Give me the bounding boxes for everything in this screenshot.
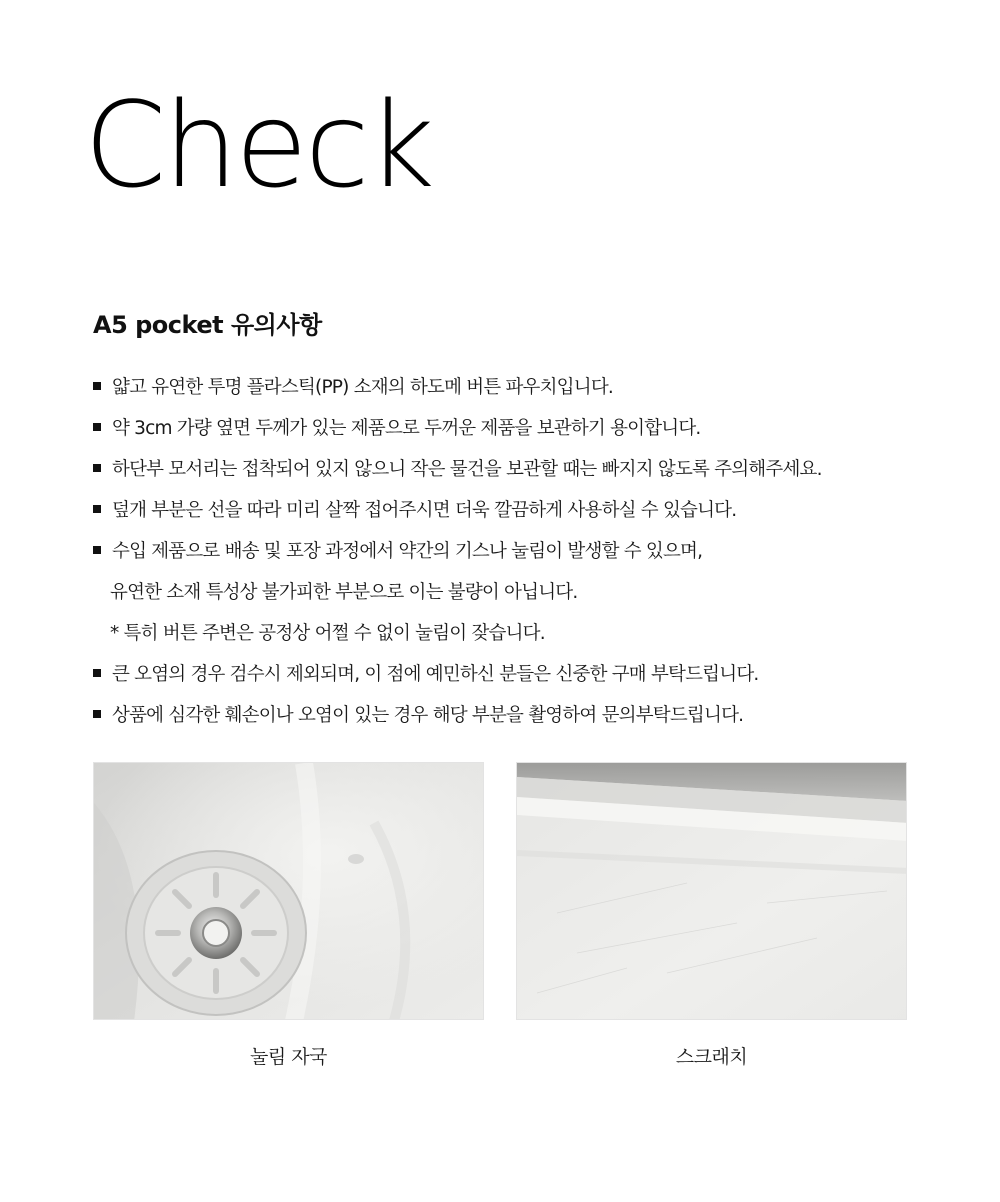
note-text: 상품에 심각한 훼손이나 오염이 있는 경우 해당 부분을 촬영하여 문의부탁드립니다. (112, 704, 744, 726)
note-text: 덮개 부분은 선을 따라 미리 살짝 접어주시면 더욱 깔끔하게 사용하실 수 있습니다. (112, 499, 737, 521)
note-text: * 특히 버튼 주변은 공정상 어쩔 수 없이 눌림이 잦습니다. (110, 622, 545, 644)
square-bullet-icon (93, 382, 101, 390)
note-text: 약 3cm 가량 옆면 두께가 있는 제품으로 두꺼운 제품을 보관하기 용이합니다. (112, 417, 701, 439)
note-item (93, 406, 963, 447)
note-continuation (93, 570, 963, 611)
note-text: 수입 제품으로 배송 및 포장 과정에서 약간의 기스나 눌림이 발생할 수 있으며, (112, 540, 703, 562)
note-item (93, 529, 963, 570)
press-mark-photo (93, 762, 484, 1020)
square-bullet-icon (93, 710, 101, 718)
note-item (93, 488, 963, 529)
note-item (93, 652, 963, 693)
note-item (93, 365, 963, 406)
note-item (93, 447, 963, 488)
square-bullet-icon (93, 464, 101, 472)
notes-list (93, 365, 963, 734)
scratch-image (517, 763, 907, 1020)
square-bullet-icon (93, 669, 101, 677)
note-footnote (93, 611, 963, 652)
page-title: Check (84, 76, 432, 214)
note-item (93, 693, 963, 734)
square-bullet-icon (93, 505, 101, 513)
square-bullet-icon (93, 546, 101, 554)
note-text: 얇고 유연한 투명 플라스틱(PP) 소재의 하도메 버튼 파우치입니다. (112, 376, 613, 398)
scratch-photo (516, 762, 907, 1020)
note-text: 하단부 모서리는 접착되어 있지 않으니 작은 물건을 보관할 때는 빠지지 않도록 주의해주세요. (112, 458, 822, 480)
photo-caption-left: 눌림 자국 (250, 1046, 327, 1068)
photo-caption-right: 스크래치 (675, 1046, 748, 1068)
square-bullet-icon (93, 423, 101, 431)
press-mark-image (94, 763, 484, 1020)
section-title: A5 pocket 유의사항 (93, 311, 322, 339)
note-text: 큰 오염의 경우 검수시 제외되며, 이 점에 예민하신 분들은 신중한 구매 부탁드립니다. (112, 663, 759, 685)
note-text: 유연한 소재 특성상 불가피한 부분으로 이는 불량이 아닙니다. (110, 581, 578, 603)
